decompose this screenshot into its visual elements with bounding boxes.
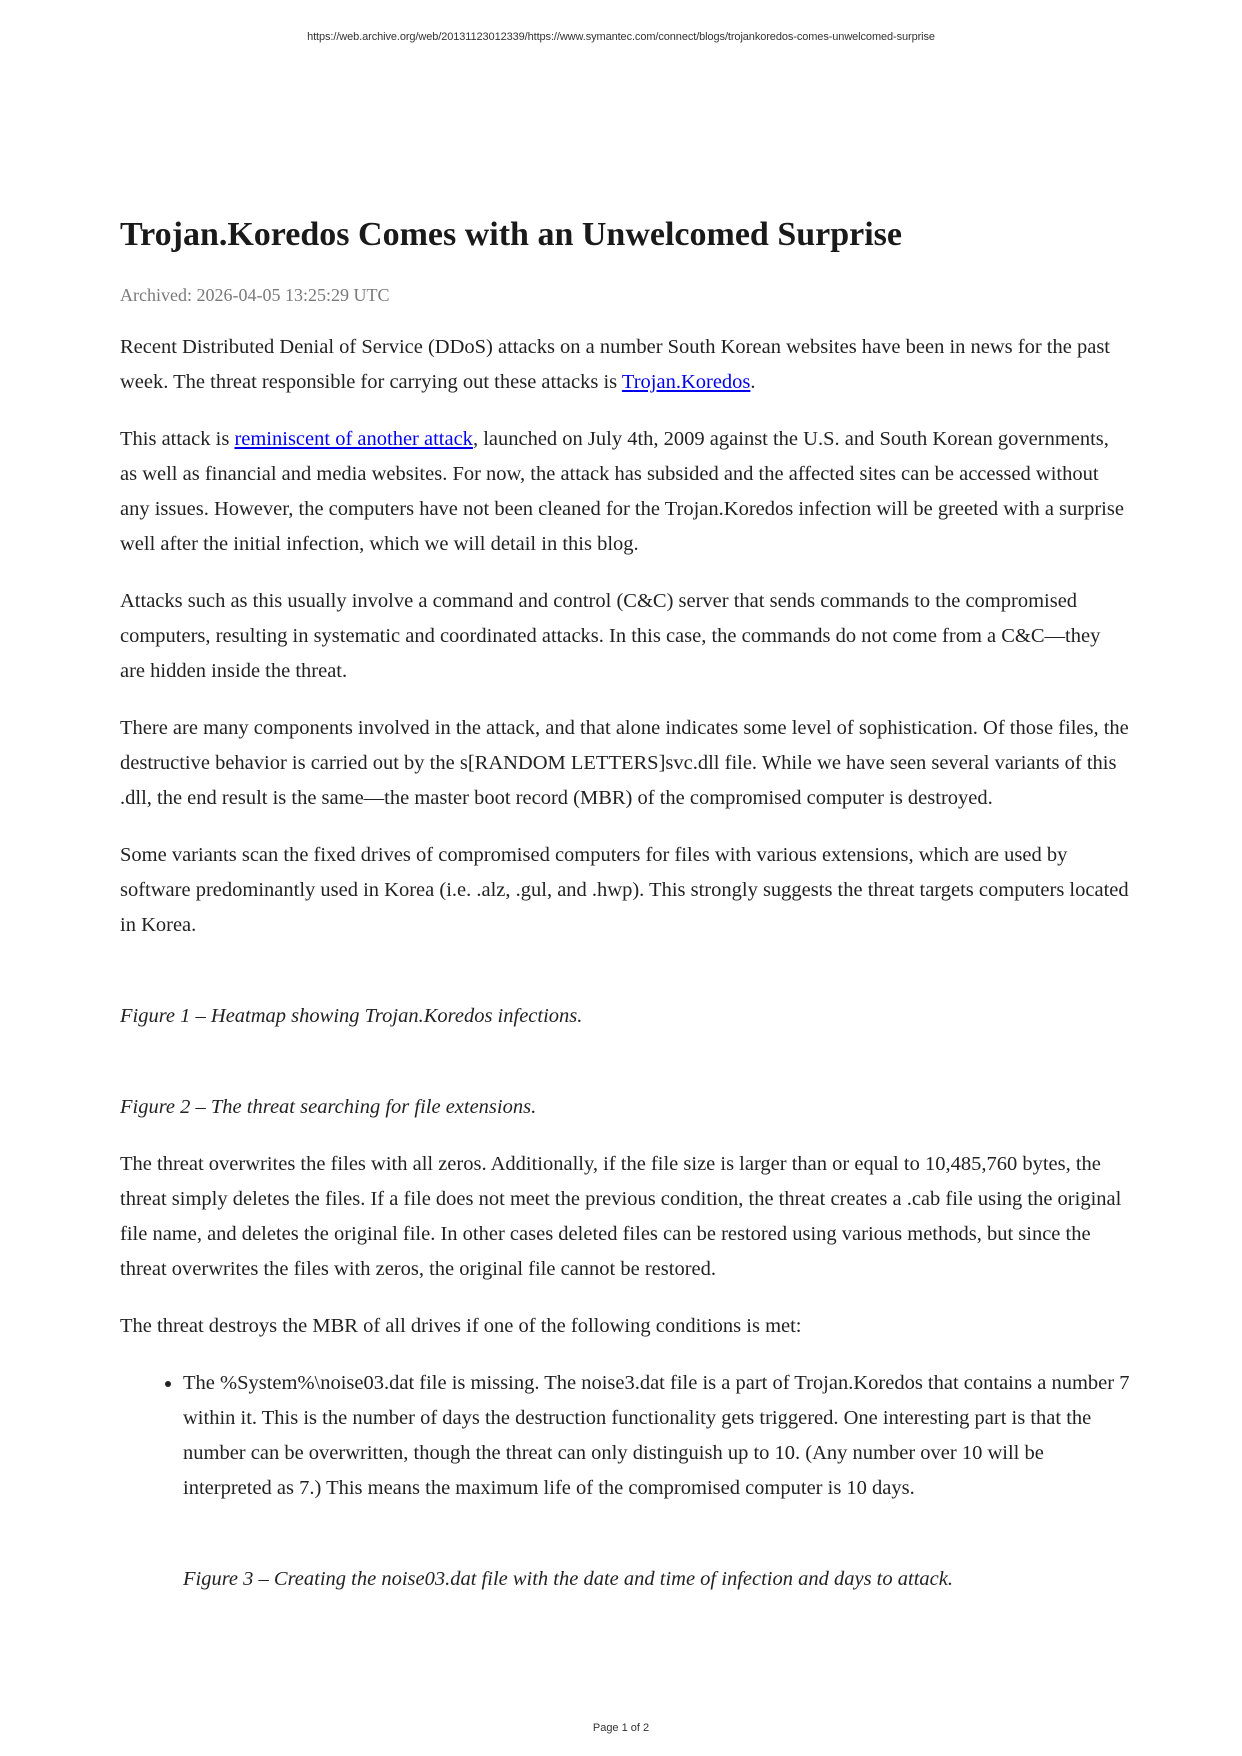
figure-2-caption: Figure 2 – The threat searching for file extensions. (120, 1096, 537, 1118)
trojan-koredos-link[interactable]: Trojan.Koredos (621, 371, 751, 393)
paragraph-text: , launched on July 4th, 2009 against the U.S. and South Korean governments, as well as financial and media websites. For now, the attack has subsided and the affected sites can be accessed without any issues. However, the computers have not been cleaned for the Trojan.Koredos infection will be greeted with a surprise well after the initial infection, which we will detail in this blog. (120, 428, 1124, 555)
reminiscent-attack-link[interactable]: reminiscent of another attack (234, 428, 473, 450)
paragraph-intro (120, 330, 1130, 400)
list-item: • The %System%\noise03.dat file is missing. The noise3.dat file is a part of Trojan.Koredos that contains a number 7 within it. This is the number of days the destruction functionality gets triggered. One interesting part is that the number can be overwritten, though the threat can only distinguish up to 10. (Any number over 10 will be interpreted as 7.) This means the maximum life of the compromised computer is 10 days. (183, 1366, 1130, 1506)
paragraph-text: . (750, 371, 756, 393)
paragraph-text: Recent Distributed Denial of Service (DDoS) attacks on a number South Korean websites have been in news for the past week. The threat responsible for carrying out these attacks is (120, 336, 1110, 393)
paragraph-components: There are many components involved in the attack, and that alone indicates some level of sophistication. Of those files, the destructive behavior is carried out by the s[RANDOM LETTERS]svc.dll file. While we have seen several variants of this .dll, the end result is the same—the master boot record (MBR) of the compromised computer is destroyed. (120, 717, 1129, 809)
page-url-header: https://web.archive.org/web/20131123012339/https://www.symantec.com/connect/blogs/trojankoredos-comes-unwelcomed-surprise (307, 31, 935, 43)
archived-timestamp: Archived: 2026-04-05 13:25:29 UTC (120, 285, 390, 305)
paragraph-mbr-conditions: The threat destroys the MBR of all drives if one of the following conditions is met: (120, 1315, 802, 1337)
paragraph-overwrites: The threat overwrites the files with all zeros. Additionally, if the file size is larger than or equal to 10,485,760 bytes, the threat simply deletes the files. If a file does not meet the previous condition, the threat creates a .cab file using the original file name, and deletes the original file. In other cases deleted files can be restored using various methods, but since the threat overwrites the files with zeros, the original file cannot be restored. (120, 1153, 1122, 1280)
paragraph-text: This attack is (120, 428, 235, 450)
article-title: Trojan.Koredos Comes with an Unwelcomed Surprise (120, 216, 902, 253)
conditions-list (120, 1366, 1130, 1506)
paragraph-command-control: Attacks such as this usually involve a command and control (C&C) server that sends commands to the compromised computers, resulting in systematic and coordinated attacks. In this case, the commands do not come from a C&C—they are hidden inside the threat. (120, 590, 1101, 682)
paragraph-variants: Some variants scan the fixed drives of compromised computers for files with various extensions, which are used by software predominantly used in Korea (i.e. .alz, .gul, and .hwp). This strongly suggests the threat targets computers located in Korea. (120, 844, 1129, 936)
figure-1-caption: Figure 1 – Heatmap showing Trojan.Koredos infections. (120, 1005, 583, 1027)
article (120, 210, 1130, 1597)
page-indicator: Page 1 of 2 (592, 1722, 650, 1734)
figure-3-caption: Figure 3 – Creating the noise03.dat file with the date and time of infection and days to attack. (183, 1568, 953, 1590)
paragraph-reminiscent (120, 422, 1130, 562)
